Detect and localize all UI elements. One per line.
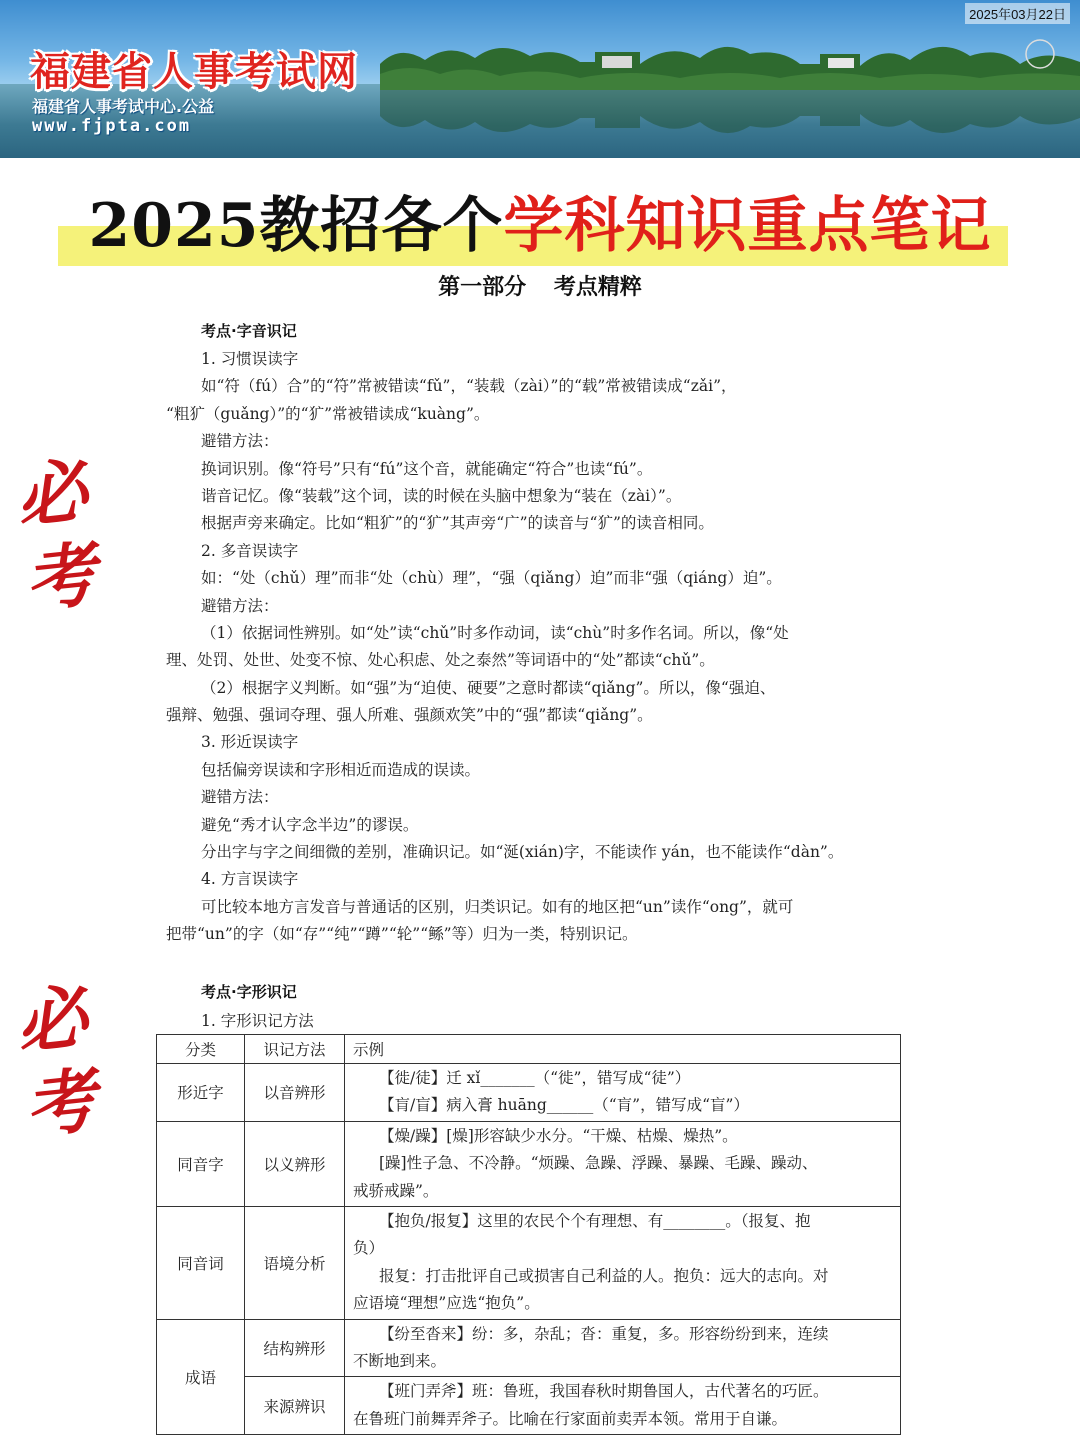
- text-line: 可比较本地方言发音与普通话的区别，归类识记。如有的地区把“un”读作“ong”，就可: [201, 897, 794, 916]
- header-banner: [0, 0, 1080, 158]
- text-line: 1. 字形识记方法: [201, 1012, 314, 1030]
- text-line: 分出字与字之间细微的差别，准确识记。如“涎(xián)字，不能读作 yán，也不能读作“dàn”。: [201, 843, 844, 862]
- method-cell: 来源辨识: [245, 1377, 345, 1435]
- text-line: 4. 方言误读字: [201, 870, 299, 889]
- text-line: “粗犷（guǎng）”的“犷”常被错读成“kuàng”。: [166, 404, 490, 423]
- stamp-char-1: 必: [12, 974, 91, 1065]
- table-header-cell: 分类: [157, 1035, 245, 1064]
- stamp-char-1: 必: [12, 448, 91, 539]
- document-title: [0, 186, 1080, 266]
- table-row: [157, 1319, 901, 1377]
- example-line: 【班门弄斧】班：鲁班，我国春秋时期鲁国人，古代著名的巧匠。: [379, 1382, 829, 1401]
- text-line: 避免“秀才认字念半边”的谬误。: [201, 815, 419, 834]
- text-line: 包括偏旁误读和字形相近而造成的误读。: [201, 760, 481, 779]
- text-line: （2）根据字义判断。如“强”为“迫使、硬要”之意时都读“qiǎng”。所以，像“强迫、: [201, 678, 776, 697]
- category-cell: 成语: [157, 1319, 245, 1435]
- text-line: （1）依据词性辨别。如“处”读“chǔ”时多作动词，读“chù”时多作名词。所以，像“处: [201, 623, 789, 642]
- example-line: 应语境“理想”应选“抱负”。: [353, 1294, 540, 1313]
- table-row: [157, 1207, 901, 1320]
- table-row: [157, 1064, 901, 1122]
- example-line: 报复：打击批评自己或损害自己利益的人。抱负：远大的志向。对: [379, 1266, 829, 1285]
- category-cell: 同音词: [157, 1207, 245, 1320]
- table-header-cell: 示例: [345, 1035, 901, 1064]
- example-line: 【燥/躁】[燥]形容缺少水分。“干燥、枯燥、燥热”。: [379, 1126, 738, 1145]
- text-line: 谐音记忆。像“装载”这个词，读的时候在头脑中想象为“装在（zài）”。: [201, 486, 682, 505]
- table-row: [157, 1377, 901, 1435]
- category-cell: 同音字: [157, 1121, 245, 1206]
- glyph-method-table: [156, 1034, 901, 1435]
- example-cell: [345, 1121, 901, 1206]
- method-cell: 以义辨形: [245, 1121, 345, 1206]
- example-line: 【抱负/报复】这里的农民个个有理想、有________。（报复、抱: [379, 1212, 811, 1231]
- example-cell: [345, 1377, 901, 1435]
- text-line: 如：“处（chǔ）理”而非“处（chù）理”，“强（qiǎng）迫”而非“强（qiáng）迫”。: [201, 569, 782, 588]
- text-line: 避错方法：: [201, 788, 279, 807]
- text-line: 3. 形近误读字: [201, 733, 299, 752]
- treeline-reflection: [380, 90, 1080, 146]
- method-cell: 以音辨形: [245, 1064, 345, 1122]
- part-title: 第一部分 考点精粹: [438, 275, 642, 300]
- text-line: 1. 习惯误读字: [201, 350, 299, 368]
- site-subtitle: 福建省人事考试中心.公益: [32, 97, 215, 116]
- site-url: www.fjpta.com: [32, 116, 192, 136]
- category-cell: 形近字: [157, 1064, 245, 1122]
- table-header-cell: 识记方法: [245, 1035, 345, 1064]
- must-test-stamp-1: [5, 448, 106, 624]
- stamp-char-2: 考: [21, 532, 100, 623]
- example-cell: [345, 1207, 901, 1320]
- example-line: 不断地到来。: [353, 1352, 447, 1371]
- must-test-stamp-2: [5, 974, 106, 1150]
- method-cell: 语境分析: [245, 1207, 345, 1320]
- example-cell: [345, 1319, 901, 1377]
- method-cell: 结构辨形: [245, 1319, 345, 1377]
- title-part-red: 学科知识重点笔记: [503, 191, 992, 261]
- example-line: 戒骄戒躁”。: [353, 1181, 439, 1200]
- table-header-row: [157, 1035, 901, 1064]
- stamp-char-2: 考: [21, 1058, 100, 1149]
- text-line: 理、处罚、处世、处变不惊、处心积虑、处之泰然”等词语中的“处”都读“chǔ”。: [166, 651, 715, 670]
- text-line: 2. 多音误读字: [201, 541, 299, 560]
- title-part-black: 2025教招各个: [88, 191, 504, 261]
- example-line: 在鲁班门前舞弄斧子。比喻在行家面前卖弄本领。常用于自谦。: [353, 1409, 788, 1428]
- treeline-image: [380, 34, 1080, 90]
- example-line: 【肓/盲】病入膏 huāng______（“肓”，错写成“盲”）: [379, 1096, 749, 1115]
- example-line: 【纷至沓来】纷：多，杂乱；沓：重复，多。形容纷纷到来，连续: [379, 1324, 829, 1343]
- site-name-logo: 福建省人事考试网: [30, 49, 358, 95]
- text-line: 如“符（fú）合”的“符”常被错读“fǔ”，“装载（zài）”的“载”常被错读成“zǎi”，: [201, 377, 737, 396]
- text-line: 避错方法：: [201, 596, 279, 615]
- text-line: 避错方法：: [201, 432, 279, 451]
- banner-date: 2025年03月22日: [965, 3, 1070, 24]
- example-line: [躁]性子急、不冷静。“烦躁、急躁、浮躁、暴躁、毛躁、躁动、: [379, 1154, 818, 1173]
- example-line: 负）: [353, 1239, 385, 1258]
- example-cell: [345, 1064, 901, 1122]
- table-row: [157, 1121, 901, 1206]
- section-subheading-glyph: [166, 1008, 896, 1035]
- section-body-pronunciation: [166, 346, 896, 949]
- section-heading-pronunciation: 考点·字音识记: [201, 322, 297, 340]
- example-line: 【徙/徒】迁 xǐ_______（“徙”，错写成“徒”）: [379, 1069, 691, 1087]
- text-line: 把带“un”的字（如“存”“纯”“蹲”“轮”“鲧”等）归为一类，特别识记。: [166, 925, 638, 944]
- section-heading-glyph: 考点·字形识记: [201, 983, 297, 1001]
- text-line: 强辩、勉强、强词夺理、强人所难、强颜欢笑”中的“强”都读“qiǎng”。: [166, 706, 653, 725]
- text-line: 换词识别。像“符号”只有“fú”这个音，就能确定“符合”也读“fú”。: [201, 459, 653, 478]
- text-line: 根据声旁来确定。比如“粗犷”的“犷”其声旁“广”的读音与“犷”的读音相同。: [201, 514, 714, 533]
